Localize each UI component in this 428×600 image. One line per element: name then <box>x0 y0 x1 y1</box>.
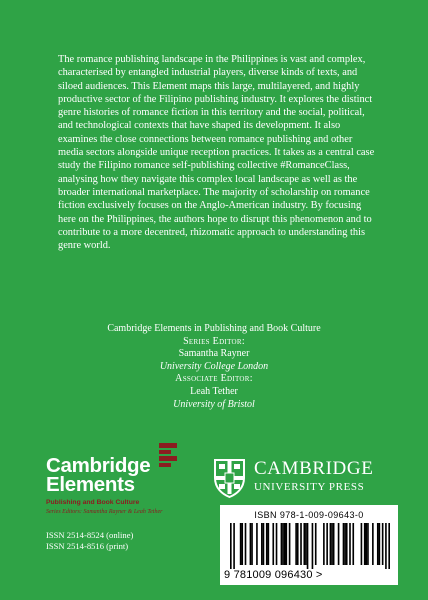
associate-editor-label: Associate Editor: <box>175 373 253 385</box>
barcode-bar <box>251 523 253 565</box>
barcode-bar <box>385 523 387 569</box>
barcode-bar <box>282 523 284 565</box>
barcode-bar <box>346 523 348 565</box>
issn-online: ISSN 2514-8524 (online) <box>46 530 134 540</box>
barcode-bar <box>303 523 305 565</box>
series-editor-label: Series Editor: <box>183 335 245 347</box>
barcode-bar <box>289 523 291 565</box>
cambridge-university-press-logo <box>213 458 413 500</box>
logo-series-name: Publishing and Book Culture <box>46 499 140 506</box>
logo-word-cambridge: Cambridge <box>46 454 151 477</box>
barcode-bar <box>233 523 235 569</box>
series-editors-block <box>60 323 368 411</box>
barcode-bar <box>230 523 232 569</box>
barcode-bar <box>305 523 307 565</box>
logo-word-elements: Elements <box>46 473 135 496</box>
logo-series-editors: Series Editors: Samantha Rayner & Leah Tether <box>46 509 163 515</box>
publisher-name: CAMBRIDGE <box>254 458 374 479</box>
isbn-label: ISBN 978-1-009-09643-0 <box>254 510 364 520</box>
barcode-bar <box>382 523 384 565</box>
isbn-barcode <box>220 505 398 585</box>
barcode-bar <box>343 523 345 565</box>
cambridge-elements-logo <box>46 455 196 525</box>
barcode-bar <box>300 523 302 565</box>
barcode-bar <box>263 523 265 565</box>
barcode-bar <box>281 523 283 565</box>
associate-editor-affiliation: University of Bristol <box>173 398 255 410</box>
series-editor-name: Samantha Rayner <box>178 348 250 360</box>
barcode-bar <box>338 523 340 565</box>
barcode-bar <box>377 523 379 565</box>
barcode-bar <box>276 523 278 565</box>
university-crest-icon <box>213 458 246 498</box>
elements-mark-icon <box>157 441 179 471</box>
barcode-bar <box>266 523 268 565</box>
barcode-digits: 9 781009 096430 > <box>224 569 323 581</box>
barcode-bar <box>323 523 325 565</box>
barcode-bar <box>297 523 299 565</box>
barcode-bar <box>388 523 390 569</box>
barcode-bar <box>331 523 333 565</box>
barcode-bar <box>272 523 274 565</box>
barcode-bar <box>361 523 363 565</box>
barcode-bar <box>367 523 369 565</box>
barcode-bar <box>261 523 263 565</box>
barcode-bar <box>326 523 328 565</box>
barcode-bar <box>366 523 368 565</box>
issn-block <box>46 530 133 551</box>
barcode-bar <box>312 523 314 569</box>
barcode-bar <box>364 523 366 565</box>
barcode-bar <box>333 523 335 565</box>
barcode-bar <box>349 523 351 565</box>
barcode-bar <box>307 523 309 569</box>
barcode-bar <box>379 523 381 565</box>
barcode-bar <box>344 523 346 565</box>
barcode-bar <box>268 523 270 565</box>
barcode-bar <box>245 523 247 565</box>
issn-print: ISSN 2514-8516 (print) <box>46 540 129 551</box>
series-editor-affiliation: University College London <box>159 360 269 372</box>
book-description: The romance publishing landscape in the Philippines is vast and complex, characterised by entangled industrial players, diverse kinds of texts, and siloed audiences. This Element maps this large, multilayered, and highly productive sector of the Filipino publishing industry. It explores the distinct genre histories of romance fiction in this territory and the social, political, and technological contexts that have shaped its development. It also examines the close connections between romance publishing and other media sectors alongside unique reception practices. It takes as a central case study the Filipino romance self-publishing collective #RomanceClass, analysing how they navigate this complex local landscape as well as the broader international marketplace. The majority of scholarship on romance fiction exclusively focuses on the Anglo-American industry. By focusing here on the Philippines, the authors hope to disrupt this phenomenon and to contribute to a more decentred, rhizomatic approach to understanding this genre world. <box>58 54 375 252</box>
barcode-bars <box>230 523 390 569</box>
barcode-bar <box>295 523 297 565</box>
barcode-bar <box>372 523 374 565</box>
barcode-bar <box>240 523 242 565</box>
barcode-bar <box>286 523 288 565</box>
barcode-bar <box>352 523 354 565</box>
barcode-bar <box>250 523 252 565</box>
barcode-bar <box>284 523 286 565</box>
series-title: Cambridge Elements in Publishing and Book Culture <box>107 323 321 334</box>
barcode-bar <box>330 523 332 565</box>
barcode-bar <box>241 523 243 565</box>
associate-editor-name: Leah Tether <box>190 385 238 397</box>
barcode-bar <box>315 523 317 565</box>
barcode-bar <box>256 523 258 565</box>
publisher-press: UNIVERSITY PRESS <box>254 481 365 493</box>
